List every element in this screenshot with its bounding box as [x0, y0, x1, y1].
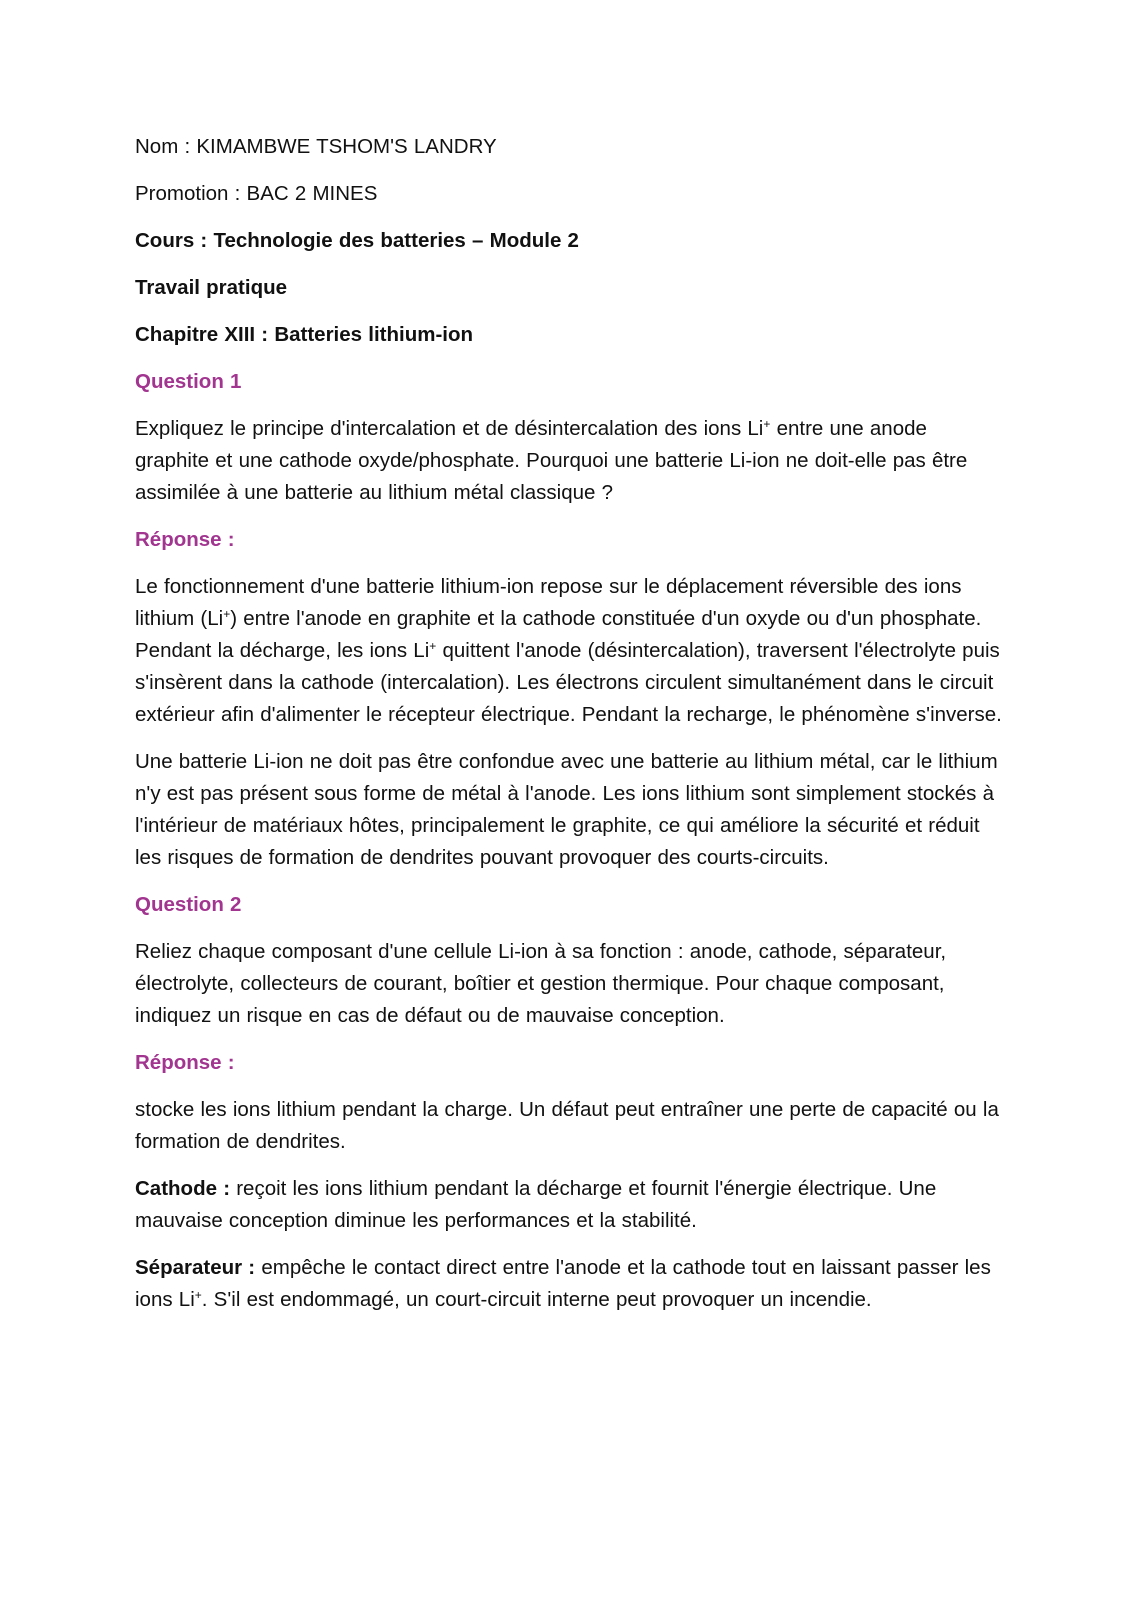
student-name: Nom : KIMAMBWE TSHOM'S LANDRY — [135, 135, 497, 158]
chapter-title: Chapitre XIII : Batteries lithium-ion — [135, 323, 474, 346]
promotion: Promotion : BAC 2 MINES — [135, 182, 378, 205]
answer-2-heading: Réponse : — [135, 1051, 235, 1074]
answer-2-separateur: Séparateur : empêche le contact direct entre l'anode et la cathode tout en laissant passer les ions Li+. S'il est endommagé, un court-circuit interne peut provoquer un incendie. — [135, 1256, 991, 1311]
document-page — [135, 131, 1005, 1331]
question-1-text: Expliquez le principe d'intercalation et de désintercalation des ions Li+ entre une anode graphite et une cathode oxyde/phosphate. Pourquoi une batterie Li-ion ne doit-elle pas être assimilée à une batterie au lithium métal classique ? — [135, 417, 968, 504]
answer-1-heading: Réponse : — [135, 528, 235, 551]
answer-1-paragraph-1: Le fonctionnement d'une batterie lithium-ion repose sur le déplacement réversible des ions lithium (Li+) entre l'anode en graphite et la cathode constituée d'un oxyde ou d'un phosphate. Pendant la décharge, les ions Li+ quittent l'anode (désintercalation), traversent l'électrolyte puis s'insèrent dans la cathode (intercalation). Les électrons circulent simultanément dans le circuit extérieur afin d'alimenter le récepteur électrique. Pendant la recharge, le phénomène s'inverse. — [135, 575, 1002, 726]
question-2-text: Reliez chaque composant d'une cellule Li-ion à sa fonction : anode, cathode, séparateur, électrolyte, collecteurs de courant, boîtier et gestion thermique. Pour chaque composant, indiquez un risque en cas de défaut ou de mauvaise conception. — [135, 940, 947, 1027]
course-title: Cours : Technologie des batteries – Module 2 — [135, 229, 579, 252]
answer-1-paragraph-2: Une batterie Li-ion ne doit pas être confondue avec une batterie au lithium métal, car le lithium n'y est pas présent sous forme de métal à l'anode. Les ions lithium sont simplement stockés à l'intérieur de matériaux hôtes, principalement le graphite, ce qui améliore la sécurité et réduit les risques de formation de dendrites pouvant provoquer des courts-circuits. — [135, 750, 998, 869]
question-1-heading: Question 1 — [135, 370, 242, 393]
answer-2-cathode: Cathode : reçoit les ions lithium pendant la décharge et fournit l'énergie électrique. Une mauvaise conception diminue les performances et la stabilité. — [135, 1177, 937, 1232]
question-2-heading: Question 2 — [135, 893, 242, 916]
assignment-type: Travail pratique — [135, 276, 288, 299]
answer-2-anode: stocke les ions lithium pendant la charge. Un défaut peut entraîner une perte de capacité ou la formation de dendrites. — [135, 1098, 999, 1153]
